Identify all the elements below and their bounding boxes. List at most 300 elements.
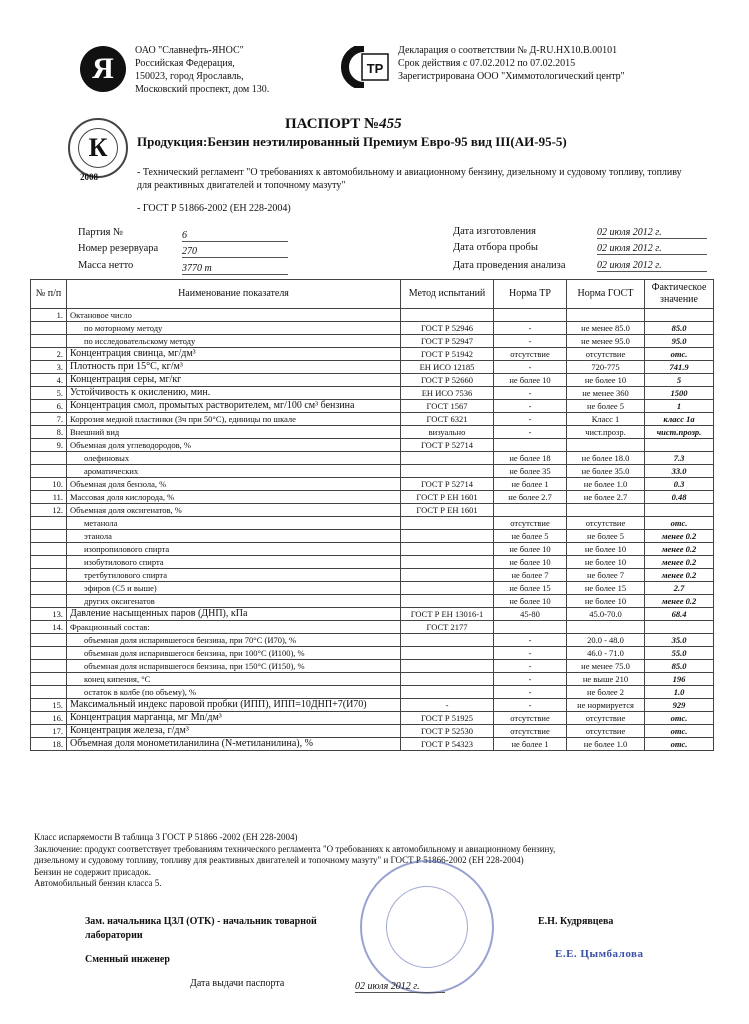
cell-fact-text: 1.0 — [673, 687, 685, 697]
cell-fact-text: менее 0.2 — [661, 570, 697, 580]
cell-norm-tr — [494, 361, 567, 374]
table-row — [31, 348, 714, 361]
cell-fact — [645, 452, 714, 465]
svg-text:ТР: ТР — [366, 61, 384, 76]
engineer-stamp: Е.Е. Цымбалова — [555, 948, 644, 960]
cell-name-text: объемная доля испарившегося бензина, при 70°С (И70), % — [84, 635, 297, 645]
cell-method — [401, 634, 494, 647]
cell-norm-gost-text: не менее 360 — [582, 388, 629, 398]
cell-fact — [645, 361, 714, 374]
table-row — [31, 361, 714, 374]
cell-norm-tr — [494, 569, 567, 582]
cell-name-text: Максимальный индекс паровой пробки (ИПП), ИПП=10ДНП+7(И70) — [70, 699, 367, 710]
cell-norm-gost-text: чист.прозр. — [585, 427, 626, 437]
field-label: Дата изготовления — [453, 226, 536, 237]
cell-norm-tr-text: не более 15 — [509, 583, 551, 593]
cell-norm-tr — [494, 478, 567, 491]
cell-method — [401, 374, 494, 387]
head-signature-name: Е.Н. Кудрявцева — [538, 916, 614, 927]
cell-norm-gost — [567, 452, 645, 465]
cell-name-text: изопропилового спирта — [84, 544, 170, 554]
cell-norm-tr-text: отсутствие — [510, 518, 550, 528]
cell-no-text: 14. — [52, 622, 63, 632]
cell-norm-gost-text: не более 10 — [584, 557, 627, 567]
cell-norm-tr — [494, 660, 567, 673]
cell-method — [401, 647, 494, 660]
cell-method — [401, 439, 494, 452]
cell-name-text: Объемная доля монометиланилина (N-метиланилина), % — [70, 738, 313, 749]
company-line: Российская Федерация, — [135, 58, 235, 69]
cell-no — [31, 322, 67, 335]
cell-norm-tr — [494, 530, 567, 543]
cell-fact — [645, 595, 714, 608]
cell-norm-gost — [567, 582, 645, 595]
cell-method — [401, 699, 494, 712]
cell-fact-text: класс 1а — [663, 414, 695, 424]
company-line: ОАО "Славнефть-ЯНОС" — [135, 45, 244, 56]
table-row — [31, 725, 714, 738]
cell-no — [31, 660, 67, 673]
field-label: Дата отбора пробы — [453, 242, 538, 253]
cell-method-text: ГОСТ Р 51925 — [420, 713, 474, 723]
cell-no — [31, 309, 67, 322]
cell-method-text: ГОСТ Р 52946 — [420, 323, 474, 333]
cell-norm-gost — [567, 387, 645, 400]
cell-norm-tr — [494, 491, 567, 504]
field-label: Партия № — [78, 227, 124, 238]
cell-fact — [645, 647, 714, 660]
cell-method — [401, 465, 494, 478]
cell-no — [31, 335, 67, 348]
cell-no — [31, 595, 67, 608]
cell-no-text: 8. — [56, 427, 63, 437]
cell-method — [401, 530, 494, 543]
cell-name-text: Объемная доля оксигенатов, % — [70, 505, 182, 515]
cell-norm-gost — [567, 686, 645, 699]
table-row — [31, 634, 714, 647]
cell-norm-gost — [567, 374, 645, 387]
cell-name — [67, 621, 401, 634]
cell-name — [67, 439, 401, 452]
cell-norm-gost-text: 20.0 - 48.0 — [587, 635, 624, 645]
cell-name — [67, 647, 401, 660]
cell-norm-gost — [567, 543, 645, 556]
cell-name-text: объемная доля испарившегося бензина, при 150°С (И150), % — [84, 661, 305, 671]
cell-method — [401, 387, 494, 400]
cell-fact — [645, 660, 714, 673]
cell-fact — [645, 530, 714, 543]
table-row — [31, 374, 714, 387]
cell-norm-gost — [567, 725, 645, 738]
cell-fact-text: 55.0 — [671, 648, 687, 658]
cell-no — [31, 725, 67, 738]
cell-norm-gost — [567, 634, 645, 647]
cell-norm-gost-text: не более 2.7 — [583, 492, 628, 502]
cell-method — [401, 595, 494, 608]
cell-name — [67, 465, 401, 478]
cell-norm-tr — [494, 595, 567, 608]
header-norm-gost: Норма ГОСТ — [567, 280, 645, 309]
cell-norm-tr-text: - — [528, 401, 532, 411]
cell-no — [31, 348, 67, 361]
cell-name — [67, 387, 401, 400]
cell-norm-tr — [494, 400, 567, 413]
cell-no-text: 15. — [52, 700, 63, 710]
cell-fact — [645, 465, 714, 478]
cell-no-text: 17. — [52, 726, 63, 736]
cell-fact — [645, 374, 714, 387]
cell-norm-tr — [494, 335, 567, 348]
seal-year: 2008 — [80, 172, 98, 182]
conclusion-line: дизельному и судовому топливу, топливу для реактивных двигателей и топочному мазуту" и ГОСТ Р 51866-2002 (ЕН 228-2004) — [34, 855, 524, 865]
cell-fact — [645, 543, 714, 556]
table-row — [31, 712, 714, 725]
cell-fact — [645, 608, 714, 621]
cell-norm-tr — [494, 504, 567, 517]
cell-norm-gost-text: не более 10 — [584, 544, 627, 554]
table-row — [31, 322, 714, 335]
cell-name — [67, 660, 401, 673]
cell-method — [401, 491, 494, 504]
cell-fact-text: менее 0.2 — [661, 596, 697, 606]
cell-norm-gost — [567, 712, 645, 725]
company-logo: Я — [80, 46, 126, 92]
cell-norm-tr-text: - — [528, 648, 532, 658]
cell-method — [401, 712, 494, 725]
cell-norm-tr — [494, 686, 567, 699]
field-value: 3770 т — [182, 263, 288, 275]
cell-name-text: Внешний вид — [70, 427, 120, 437]
cell-fact-text: 33.0 — [671, 466, 687, 476]
cell-fact — [645, 426, 714, 439]
cell-norm-tr — [494, 387, 567, 400]
cell-fact — [645, 712, 714, 725]
cell-fact-text: отс. — [670, 739, 688, 749]
table-row — [31, 686, 714, 699]
cell-name — [67, 608, 401, 621]
cell-no-text: 7. — [56, 414, 63, 424]
cell-norm-gost — [567, 361, 645, 374]
cell-norm-gost — [567, 608, 645, 621]
cell-method — [401, 504, 494, 517]
company-address — [135, 44, 269, 96]
table-row — [31, 738, 714, 751]
conclusion-line: Заключение: продукт соответствует требованиям технического регламента "О требованиях к автомобильному и авиационному бензину, — [34, 843, 556, 854]
cell-name-text: Концентрация железа, г/дм³ — [70, 725, 189, 736]
table-row — [31, 426, 714, 439]
cell-norm-gost — [567, 335, 645, 348]
cell-no — [31, 413, 67, 426]
cell-norm-tr — [494, 543, 567, 556]
cell-name-text: Октановое число — [70, 310, 132, 320]
cell-norm-tr — [494, 426, 567, 439]
cell-norm-tr — [494, 374, 567, 387]
cell-norm-gost-text: не выше 210 — [582, 674, 629, 684]
cell-method — [401, 309, 494, 322]
cell-name — [67, 426, 401, 439]
cell-no — [31, 738, 67, 751]
cell-name — [67, 478, 401, 491]
cell-norm-tr — [494, 608, 567, 621]
table-row — [31, 556, 714, 569]
table-row — [31, 491, 714, 504]
cell-norm-tr-text: не более 18 — [509, 453, 551, 463]
cell-no — [31, 608, 67, 621]
cell-fact-text: менее 0.2 — [661, 557, 697, 567]
cell-method-text: ГОСТ 6321 — [426, 414, 468, 424]
cell-norm-tr-text: не более 2.7 — [508, 492, 552, 502]
cell-norm-tr-text: не более 10 — [509, 596, 551, 606]
cell-fact — [645, 634, 714, 647]
cell-method — [401, 348, 494, 361]
cell-no — [31, 621, 67, 634]
cell-no — [31, 699, 67, 712]
cell-no — [31, 673, 67, 686]
cell-name — [67, 725, 401, 738]
table-row — [31, 673, 714, 686]
cell-name — [67, 699, 401, 712]
header-no: № п/п — [31, 280, 67, 309]
field-label: Номер резервуара — [78, 243, 159, 254]
cell-name — [67, 712, 401, 725]
cell-method-text: ГОСТ 1567 — [426, 401, 468, 411]
cell-fact — [645, 621, 714, 634]
table-row — [31, 439, 714, 452]
cell-name-text: по исследовательскому методу — [84, 336, 196, 346]
cell-method — [401, 686, 494, 699]
cell-norm-tr-text: - — [528, 388, 532, 398]
cell-norm-tr-text: отсутствие — [510, 713, 550, 723]
cell-name — [67, 322, 401, 335]
company-line: Московский проспект, дом 130. — [135, 84, 270, 95]
cell-fact-text: 95.0 — [671, 336, 687, 346]
round-stamp — [360, 860, 494, 994]
cell-fact-text: 741.9 — [669, 362, 689, 372]
cell-name — [67, 738, 401, 751]
cell-method — [401, 725, 494, 738]
title-label: ПАСПОРТ № — [285, 116, 380, 132]
cell-norm-tr — [494, 699, 567, 712]
head-title-line: Зам. начальника ЦЗЛ (ОТК) - начальник товарной — [85, 916, 317, 927]
cell-no — [31, 465, 67, 478]
cell-norm-gost — [567, 400, 645, 413]
cell-norm-gost-text: не нормируется — [577, 700, 634, 710]
cell-fact-text: 0.3 — [673, 479, 685, 489]
cell-norm-tr — [494, 647, 567, 660]
cell-name — [67, 517, 401, 530]
cell-fact-text: 1500 — [670, 388, 688, 398]
tr-logo — [340, 46, 390, 88]
cell-method-text: ГОСТ Р ЕН 1601 — [416, 505, 478, 515]
cell-norm-tr-text: отсутствие — [510, 726, 550, 736]
cell-name-text: Коррозия медной пластинки (3ч при 50°С), единицы по шкале — [70, 414, 296, 424]
cell-method — [401, 478, 494, 491]
cell-norm-tr — [494, 322, 567, 335]
issue-date-label: Дата выдачи паспорта — [190, 978, 285, 989]
page-title — [285, 116, 402, 133]
cell-norm-tr — [494, 439, 567, 452]
table-row — [31, 699, 714, 712]
cell-name-text: олефиновых — [84, 453, 130, 463]
cell-norm-gost — [567, 309, 645, 322]
cell-method — [401, 556, 494, 569]
cell-method — [401, 452, 494, 465]
cell-fact-text: менее 0.2 — [661, 544, 697, 554]
cell-no — [31, 361, 67, 374]
cell-fact-text: отс. — [670, 713, 688, 723]
declaration-line: Декларация о соответствии № Д-RU.HX10.B.00101 — [398, 45, 618, 56]
cell-name-text: изобутилового спирта — [84, 557, 164, 567]
cell-method-text: ГОСТ Р 52530 — [420, 726, 474, 736]
cell-no-text: 10. — [52, 479, 63, 489]
cell-no-text: 6. — [56, 401, 63, 411]
cell-fact — [645, 582, 714, 595]
cell-method — [401, 673, 494, 686]
cell-norm-gost-text: отсутствие — [585, 518, 626, 528]
issue-date-value: 02 июля 2012 г. — [355, 981, 445, 993]
cell-name — [67, 582, 401, 595]
cell-norm-tr — [494, 712, 567, 725]
cell-no-text: 16. — [52, 713, 63, 723]
head-title-line: лаборатории — [85, 930, 143, 941]
cell-norm-tr — [494, 517, 567, 530]
cell-norm-gost-text: не более 35.0 — [581, 466, 630, 476]
cell-norm-gost-text: не более 15 — [584, 583, 627, 593]
cell-fact — [645, 569, 714, 582]
cell-name-text: Массовая доля кислорода, % — [70, 492, 175, 502]
cell-fact-text: отс. — [670, 726, 688, 736]
cell-name — [67, 569, 401, 582]
cell-norm-tr — [494, 673, 567, 686]
cell-norm-gost — [567, 660, 645, 673]
cell-name-text: Концентрация смол, промытых растворителем, мг/100 см³ бензина — [70, 400, 355, 411]
table-row — [31, 595, 714, 608]
cell-fact — [645, 413, 714, 426]
cell-norm-tr — [494, 556, 567, 569]
cell-method-text: ГОСТ Р 52714 — [420, 479, 474, 489]
cell-no-text: 3. — [56, 362, 63, 372]
cell-fact — [645, 556, 714, 569]
cell-fact-text: 68.4 — [671, 609, 687, 619]
cell-norm-tr — [494, 725, 567, 738]
table-row — [31, 569, 714, 582]
table-row — [31, 608, 714, 621]
cell-no — [31, 530, 67, 543]
cell-fact — [645, 517, 714, 530]
declaration-line: Зарегистрирована ООО "Химмотологический центр" — [398, 71, 625, 82]
regulation-text: - Технический регламент "О требованиях к автомобильному и авиационному бензину, дизельному и судовому топливу, топливу для реактивных двигателей и топочному мазуту" — [137, 167, 682, 191]
cell-name — [67, 556, 401, 569]
table-row — [31, 413, 714, 426]
cell-name-text: эфиров (С5 и выше) — [84, 583, 157, 593]
table-row — [31, 621, 714, 634]
cell-norm-gost — [567, 673, 645, 686]
cell-norm-tr-text: не более 10 — [509, 375, 551, 385]
field-value: 02 июля 2012 г. — [597, 227, 707, 239]
cell-norm-gost — [567, 569, 645, 582]
cell-norm-gost-text: не более 5 — [586, 531, 625, 541]
cell-name-text: Объемная доля бензола, % — [70, 479, 167, 489]
cell-name-text: остаток в колбе (по объему), % — [84, 687, 197, 697]
cell-no-text: 4. — [56, 375, 63, 385]
declaration-line: Срок действия с 07.02.2012 по 07.02.2015 — [398, 58, 576, 69]
cell-norm-gost — [567, 621, 645, 634]
cell-norm-tr — [494, 582, 567, 595]
product-name: Продукция:Бензин неэтилированный Премиум Евро-95 вид III(АИ-95-5) — [137, 134, 567, 149]
cell-no-text: 13. — [52, 609, 63, 619]
cell-name — [67, 400, 401, 413]
cell-name-text: этанола — [84, 531, 112, 541]
cell-fact-text: 1 — [676, 401, 682, 411]
cell-fact-text: отс. — [670, 349, 688, 359]
cell-name-text: конец кипения, °С — [84, 674, 151, 684]
cell-norm-tr — [494, 348, 567, 361]
cell-no — [31, 686, 67, 699]
cell-method — [401, 582, 494, 595]
company-line: 150023, город Ярославль, — [135, 71, 244, 82]
cell-method — [401, 543, 494, 556]
cell-norm-tr-text: - — [528, 661, 532, 671]
cell-method — [401, 608, 494, 621]
field-value: 02 июля 2012 г. — [597, 260, 707, 272]
cell-no — [31, 439, 67, 452]
cell-norm-tr-text: не более 5 — [511, 531, 549, 541]
cell-name — [67, 504, 401, 517]
header-fact: Фактическое значение — [645, 280, 714, 309]
cell-no — [31, 374, 67, 387]
cell-no — [31, 543, 67, 556]
cell-fact — [645, 738, 714, 751]
cell-norm-tr-text: - — [528, 674, 532, 684]
cell-name-text: третбутилового спирта — [84, 570, 168, 580]
cell-name-text: Концентрация марганца, мг Mn/дм³ — [70, 712, 222, 723]
cell-norm-gost-text: не более 1.0 — [583, 739, 628, 749]
cell-fact-text: отс. — [670, 518, 688, 528]
cell-fact-text: 0.48 — [671, 492, 687, 502]
cell-method-text: визуально — [428, 427, 466, 437]
cell-norm-gost-text: не более 1.0 — [583, 479, 628, 489]
cell-method — [401, 569, 494, 582]
cell-fact-text: 85.0 — [671, 323, 687, 333]
cell-name — [67, 686, 401, 699]
cell-norm-gost — [567, 348, 645, 361]
cell-norm-tr-text: - — [528, 323, 532, 333]
cell-no — [31, 582, 67, 595]
cell-method-text: ГОСТ Р ЕН 13016-1 — [410, 609, 484, 619]
cell-norm-tr-text: - — [528, 427, 532, 437]
conclusion-line: Автомобильный бензин класса 5. — [34, 878, 162, 888]
cell-fact-text: 35.0 — [671, 635, 687, 645]
gost-line: - ГОСТ Р 51866-2002 (ЕН 228-2004) — [137, 203, 291, 214]
head-signature-title — [85, 915, 317, 943]
cell-name-text: по моторному методу — [84, 323, 163, 333]
cell-fact-text: 929 — [672, 700, 686, 710]
cell-method — [401, 621, 494, 634]
cell-norm-gost — [567, 699, 645, 712]
cell-no-text: 9. — [56, 440, 63, 450]
cell-name — [67, 595, 401, 608]
cell-method-text: ГОСТ Р 52947 — [420, 336, 474, 346]
cell-method — [401, 738, 494, 751]
cell-no — [31, 478, 67, 491]
cell-name — [67, 413, 401, 426]
cell-name-text: Устойчивость к окислению, мин. — [70, 387, 211, 398]
cell-no-text: 18. — [52, 739, 63, 749]
cell-name — [67, 361, 401, 374]
table-row — [31, 504, 714, 517]
cell-fact — [645, 322, 714, 335]
cell-norm-tr — [494, 309, 567, 322]
